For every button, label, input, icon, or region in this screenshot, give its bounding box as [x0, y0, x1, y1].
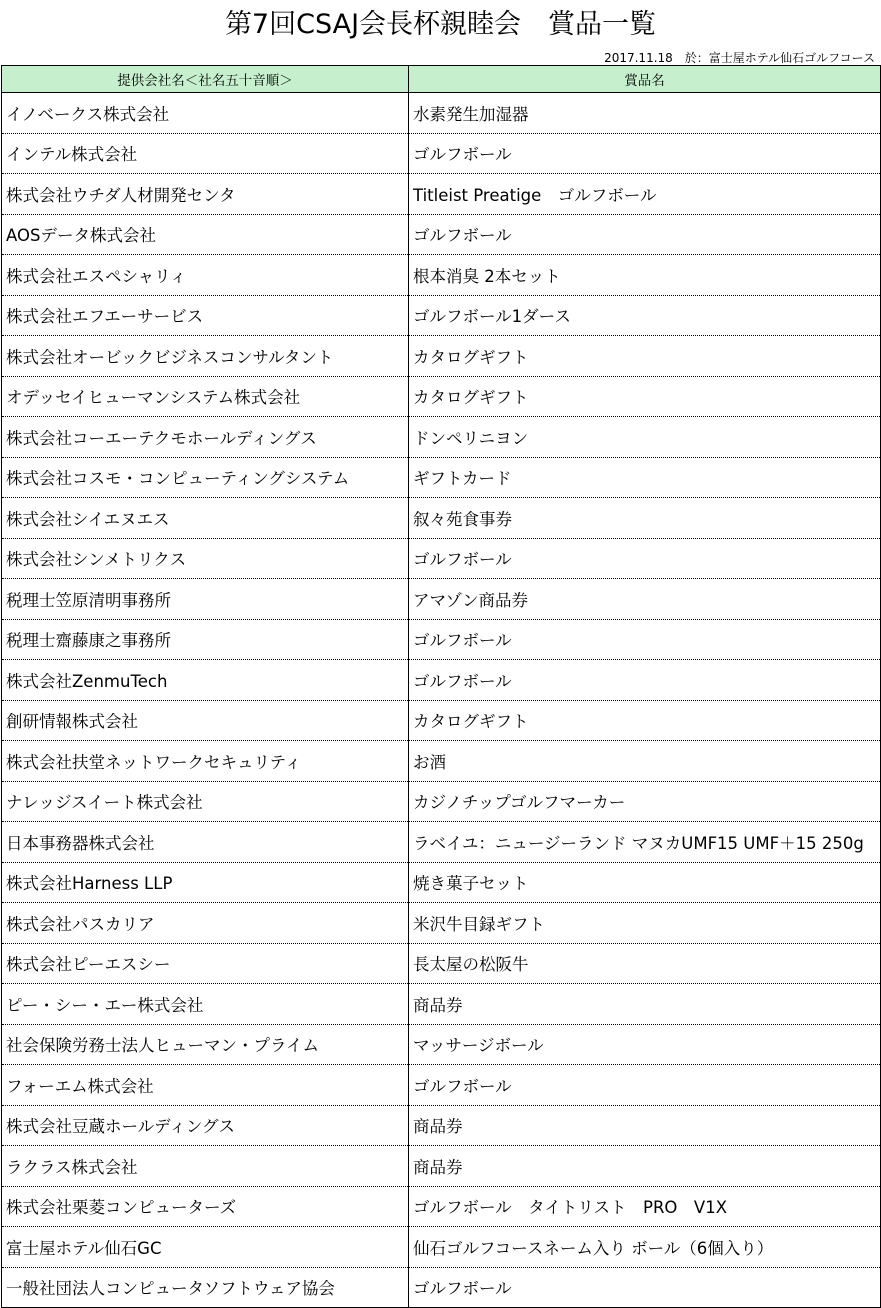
table-row [2, 498, 881, 539]
table-row [2, 660, 881, 701]
table-row [2, 943, 881, 984]
prize-cell: 米沢牛目録ギフト [409, 903, 881, 944]
prize-cell: カジノチップゴルフマーカー [409, 781, 881, 822]
prize-cell: アマゾン商品券 [409, 579, 881, 620]
company-cell: 税理士笠原清明事務所 [2, 579, 409, 620]
event-date-venue: 2017.11.18 於：富士屋ホテル仙石ゴルフコース [604, 51, 875, 65]
company-cell: 株式会社パスカリア [2, 903, 409, 944]
prize-cell: 商品券 [409, 1146, 881, 1187]
prize-cell: ゴルフボール タイトリスト PRO V1X [409, 1186, 881, 1227]
prize-cell: ギフトカード [409, 457, 881, 498]
company-cell: 株式会社コーエーテクモホールディングス [2, 417, 409, 458]
company-cell: 株式会社ZenmuTech [2, 660, 409, 701]
prize-cell: 商品券 [409, 1105, 881, 1146]
company-cell: 税理士齋藤康之事務所 [2, 619, 409, 660]
table-row [2, 822, 881, 863]
prize-cell: 焼き菓子セット [409, 862, 881, 903]
prize-cell: ドンペリニヨン [409, 417, 881, 458]
company-cell: 株式会社エスペシャリィ [2, 255, 409, 296]
company-cell: 株式会社ピーエスシー [2, 943, 409, 984]
prize-cell: マッサージボール [409, 1024, 881, 1065]
prize-cell: ゴルフボール [409, 1065, 881, 1106]
table-row [2, 903, 881, 944]
prize-cell: ゴルフボール [409, 214, 881, 255]
prize-cell: カタログギフト [409, 376, 881, 417]
company-cell: 株式会社扶堂ネットワークセキュリティ [2, 741, 409, 782]
column-header-company: 提供会社名＜社名五十音順＞ [2, 66, 409, 93]
company-cell: 株式会社栗菱コンピューターズ [2, 1186, 409, 1227]
table-row [2, 579, 881, 620]
company-cell: 株式会社Harness LLP [2, 862, 409, 903]
company-cell: 株式会社シイエヌエス [2, 498, 409, 539]
prize-cell: 根本消臭 2本セット [409, 255, 881, 296]
table-row [2, 93, 881, 134]
table-row [2, 417, 881, 458]
prize-cell: 仙石ゴルフコースネーム入り ボール（6個入り） [409, 1227, 881, 1268]
table-row [2, 619, 881, 660]
company-cell: 日本事務器株式会社 [2, 822, 409, 863]
table-row [2, 700, 881, 741]
prize-cell: ゴルフボール [409, 660, 881, 701]
prize-cell: 叙々苑食事券 [409, 498, 881, 539]
column-header-prize: 賞品名 [409, 66, 881, 93]
company-cell: 一般社団法人コンピュータソフトウェア協会 [2, 1267, 409, 1308]
table-row [2, 538, 881, 579]
company-cell: 株式会社豆蔵ホールディングス [2, 1105, 409, 1146]
table-row [2, 174, 881, 215]
company-cell: ナレッジスイート株式会社 [2, 781, 409, 822]
company-cell: 社会保険労務士法人ヒューマン・プライム [2, 1024, 409, 1065]
prize-cell: ゴルフボール [409, 538, 881, 579]
prize-cell: ゴルフボール [409, 1267, 881, 1308]
table-header-row [2, 66, 881, 93]
prize-cell: お酒 [409, 741, 881, 782]
table-row [2, 457, 881, 498]
table-row [2, 1227, 881, 1268]
table-row [2, 984, 881, 1025]
table-row [2, 1186, 881, 1227]
table-row [2, 1065, 881, 1106]
table-row [2, 1267, 881, 1308]
prize-table [1, 65, 881, 1308]
table-row [2, 295, 881, 336]
table-row [2, 336, 881, 377]
prize-cell: ラベイユ：ニュージーランド マヌカUMF15 UMF＋15 250g [409, 822, 881, 863]
company-cell: フォーエム株式会社 [2, 1065, 409, 1106]
table-row [2, 1146, 881, 1187]
company-cell: 株式会社コスモ・コンピューティングシステム [2, 457, 409, 498]
company-cell: オデッセイヒューマンシステム株式会社 [2, 376, 409, 417]
company-cell: 株式会社エフエーサービス [2, 295, 409, 336]
company-cell: ラクラス株式会社 [2, 1146, 409, 1187]
table-row [2, 1105, 881, 1146]
company-cell: 株式会社オービックビジネスコンサルタント [2, 336, 409, 377]
prize-cell: ゴルフボール [409, 133, 881, 174]
company-cell: 株式会社ウチダ人材開発センタ [2, 174, 409, 215]
company-cell: 富士屋ホテル仙石GC [2, 1227, 409, 1268]
company-cell: 株式会社シンメトリクス [2, 538, 409, 579]
prize-cell: カタログギフト [409, 700, 881, 741]
table-row [2, 741, 881, 782]
table-row [2, 255, 881, 296]
table-row [2, 214, 881, 255]
table-row [2, 133, 881, 174]
company-cell: インテル株式会社 [2, 133, 409, 174]
prize-cell: Titleist Preatige ゴルフボール [409, 174, 881, 215]
prize-cell: 水素発生加湿器 [409, 93, 881, 134]
company-cell: イノベークス株式会社 [2, 93, 409, 134]
company-cell: AOSデータ株式会社 [2, 214, 409, 255]
company-cell: ピー・シー・エー株式会社 [2, 984, 409, 1025]
company-cell: 創研情報株式会社 [2, 700, 409, 741]
page-title: 第7回CSAJ会長杯親睦会 賞品一覧 [224, 9, 657, 40]
prize-cell: ゴルフボール1ダース [409, 295, 881, 336]
table-row [2, 376, 881, 417]
prize-cell: 商品券 [409, 984, 881, 1025]
prize-cell: 長太屋の松阪牛 [409, 943, 881, 984]
table-row [2, 781, 881, 822]
table-row [2, 1024, 881, 1065]
prize-cell: ゴルフボール [409, 619, 881, 660]
table-row [2, 862, 881, 903]
prize-cell: カタログギフト [409, 336, 881, 377]
